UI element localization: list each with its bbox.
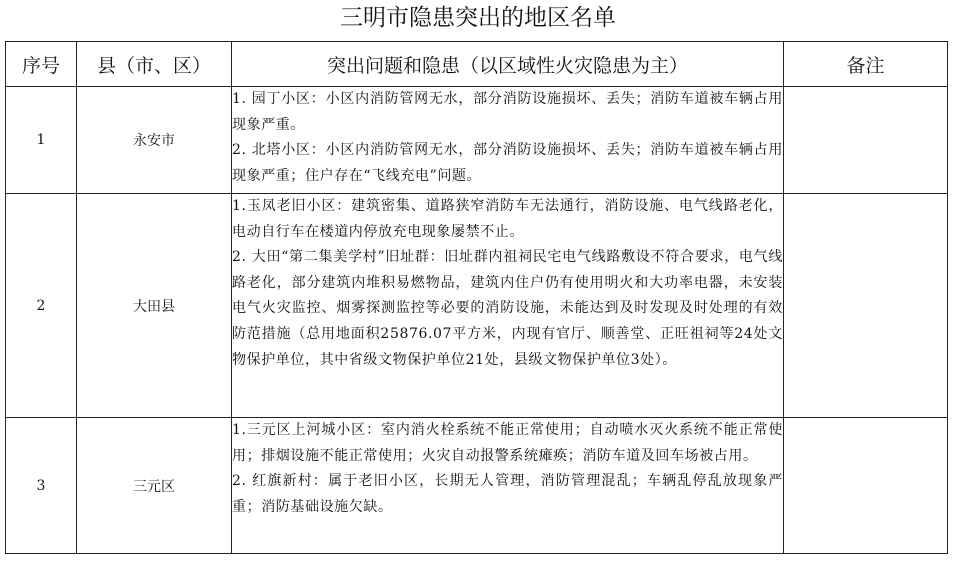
table-row [6, 194, 948, 418]
row-number: 2 [6, 194, 77, 418]
hazard-areas-table [5, 41, 948, 554]
row-number: 3 [6, 418, 77, 554]
row-issues [232, 87, 784, 194]
row-county: 永安市 [77, 87, 232, 194]
row-county: 大田县 [77, 194, 232, 418]
row-issues [232, 418, 784, 554]
issue-item: 1.三元区上河城小区：室内消火栓系统不能正常使用；自动喷水灭火系统不能正常使用；排烟设施不能正常使用；火灾自动报警系统瘫痪；消防车道及回车场被占用。 [232, 422, 783, 464]
table-row [6, 418, 948, 554]
issue-item: 2. 北塔小区：小区内消防管网无水，部分消防设施损坏、丢失；消防车道被车辆占用现象严重；住户存在“飞线充电”问题。 [232, 142, 783, 184]
issue-item: 2. 红旗新村：属于老旧小区，长期无人管理，消防管理混乱；车辆乱停乱放现象严重；消防基础设施欠缺。 [232, 473, 783, 515]
header-issues: 突出问题和隐患（以区域性火灾隐患为主） [232, 42, 784, 87]
row-note [784, 418, 948, 554]
issue-item: 1. 园丁小区：小区内消防管网无水，部分消防设施损坏、丢失；消防车道被车辆占用现象严重。 [232, 91, 783, 133]
issue-item: 2. 大田“第二集美学村”旧址群：旧址群内祖祠民宅电气线路敷设不符合要求，电气线路老化，部分建筑内堆积易燃物品，建筑内住户仍有使用明火和大功率电器，未安装电气火灾监控、烟雾探测监控等必要的消防设施，未能达到及时发现及时处理的有效防范措施（总用地面积25876.07平方米，内现有官厅、顺善堂、正旺祖祠等24处文物保护单位，其中省级文物保护单位21处，县级文物保护单位3处）。 [232, 249, 783, 368]
header-notes: 备注 [784, 42, 948, 87]
header-number: 序号 [6, 42, 77, 87]
row-note [784, 194, 948, 418]
header-county: 县（市、区） [77, 42, 232, 87]
row-note [784, 87, 948, 194]
issue-item: 1.玉凤老旧小区：建筑密集、道路狭窄消防车无法通行，消防设施、电气线路老化，电动自行车在楼道内停放充电现象屡禁不止。 [232, 198, 783, 240]
row-number: 1 [6, 87, 77, 194]
row-issues [232, 194, 784, 418]
table-header-row [6, 42, 948, 87]
document-title: 三明市隐患突出的地区名单 [340, 5, 616, 31]
row-county: 三元区 [77, 418, 232, 554]
table-row [6, 87, 948, 194]
